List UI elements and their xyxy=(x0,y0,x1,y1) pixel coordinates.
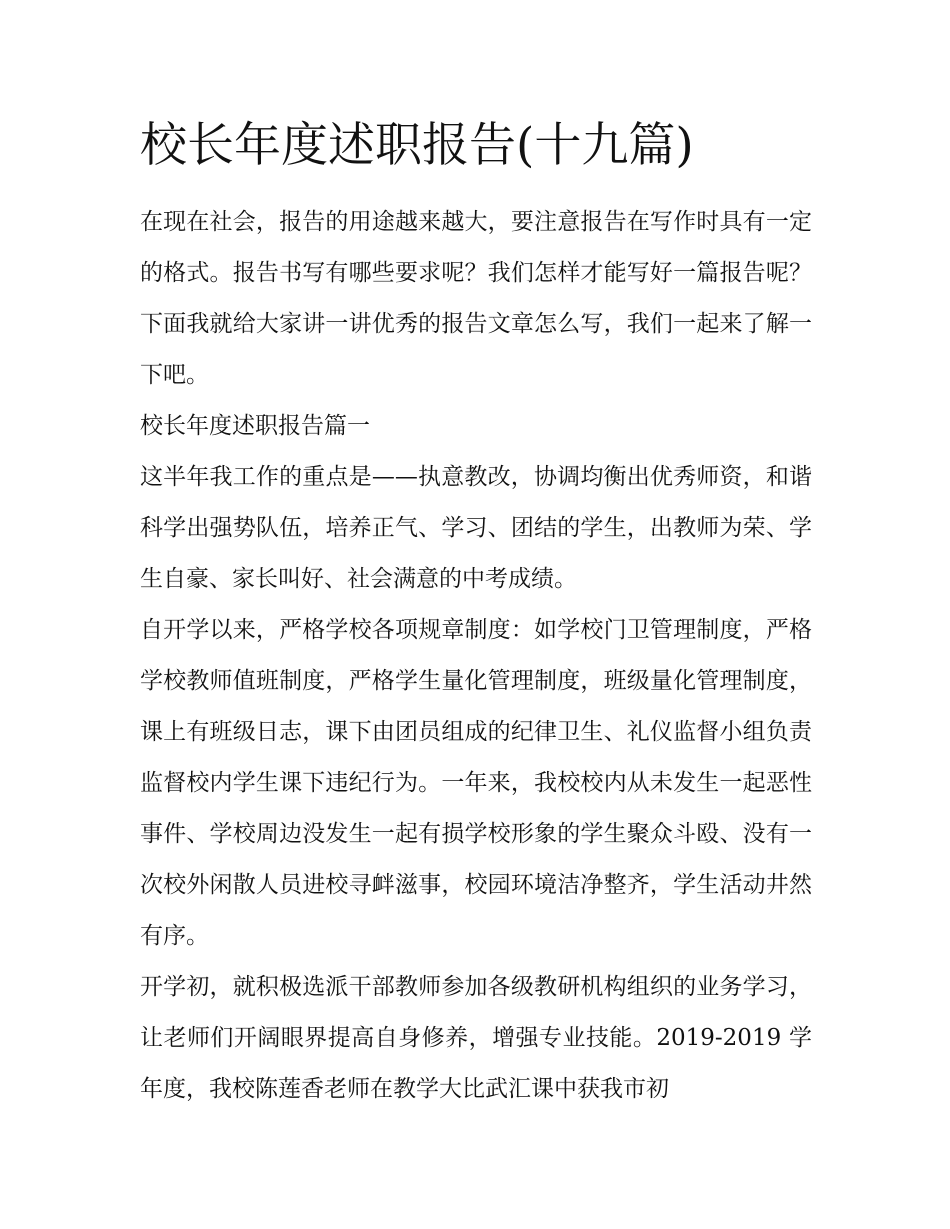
section-heading: 校长年度述职报告篇一 xyxy=(140,413,370,439)
paragraph-work-focus: 这半年我工作的重点是——执意教改，协调均衡出优秀师资，和谐科学出强势队伍，培养正气、学习、团结的学生，出教师为荣、学生自豪、家长叫好、社会满意的中考成绩。 xyxy=(140,464,812,592)
paragraph-teacher-training: 开学初，就积极选派干部教师参加各级教研机构组织的业务学习，让老师们开阔眼界提高自身修养，增强专业技能。2019-2019 学年度，我校陈莲香老师在教学大比武汇课中获我市初 xyxy=(140,974,812,1102)
paragraph-school-rules: 自开学以来，严格学校各项规章制度：如学校门卫管理制度，严格学校教师值班制度，严格学生量化管理制度，班级量化管理制度，课上有班级日志，课下由团员组成的纪律卫生、礼仪监督小组负责监督校内学生课下违纪行为。一年来，我校校内从未发生一起恶性事件、学校周边没发生一起有损学校形象的学生聚众斗殴、没有一次校外闲散人员进校寻衅滋事，校园环境洁净整齐，学生活动井然有序。 xyxy=(140,617,812,949)
paragraph-intro: 在现在社会，报告的用途越来越大，要注意报告在写作时具有一定的格式。报告书写有哪些要求呢？我们怎样才能写好一篇报告呢？下面我就给大家讲一讲优秀的报告文章怎么写，我们一起来了解一下吧。 xyxy=(140,209,812,388)
document-title: 校长年度述职报告(十九篇) xyxy=(140,118,694,173)
document-body xyxy=(140,197,812,1115)
